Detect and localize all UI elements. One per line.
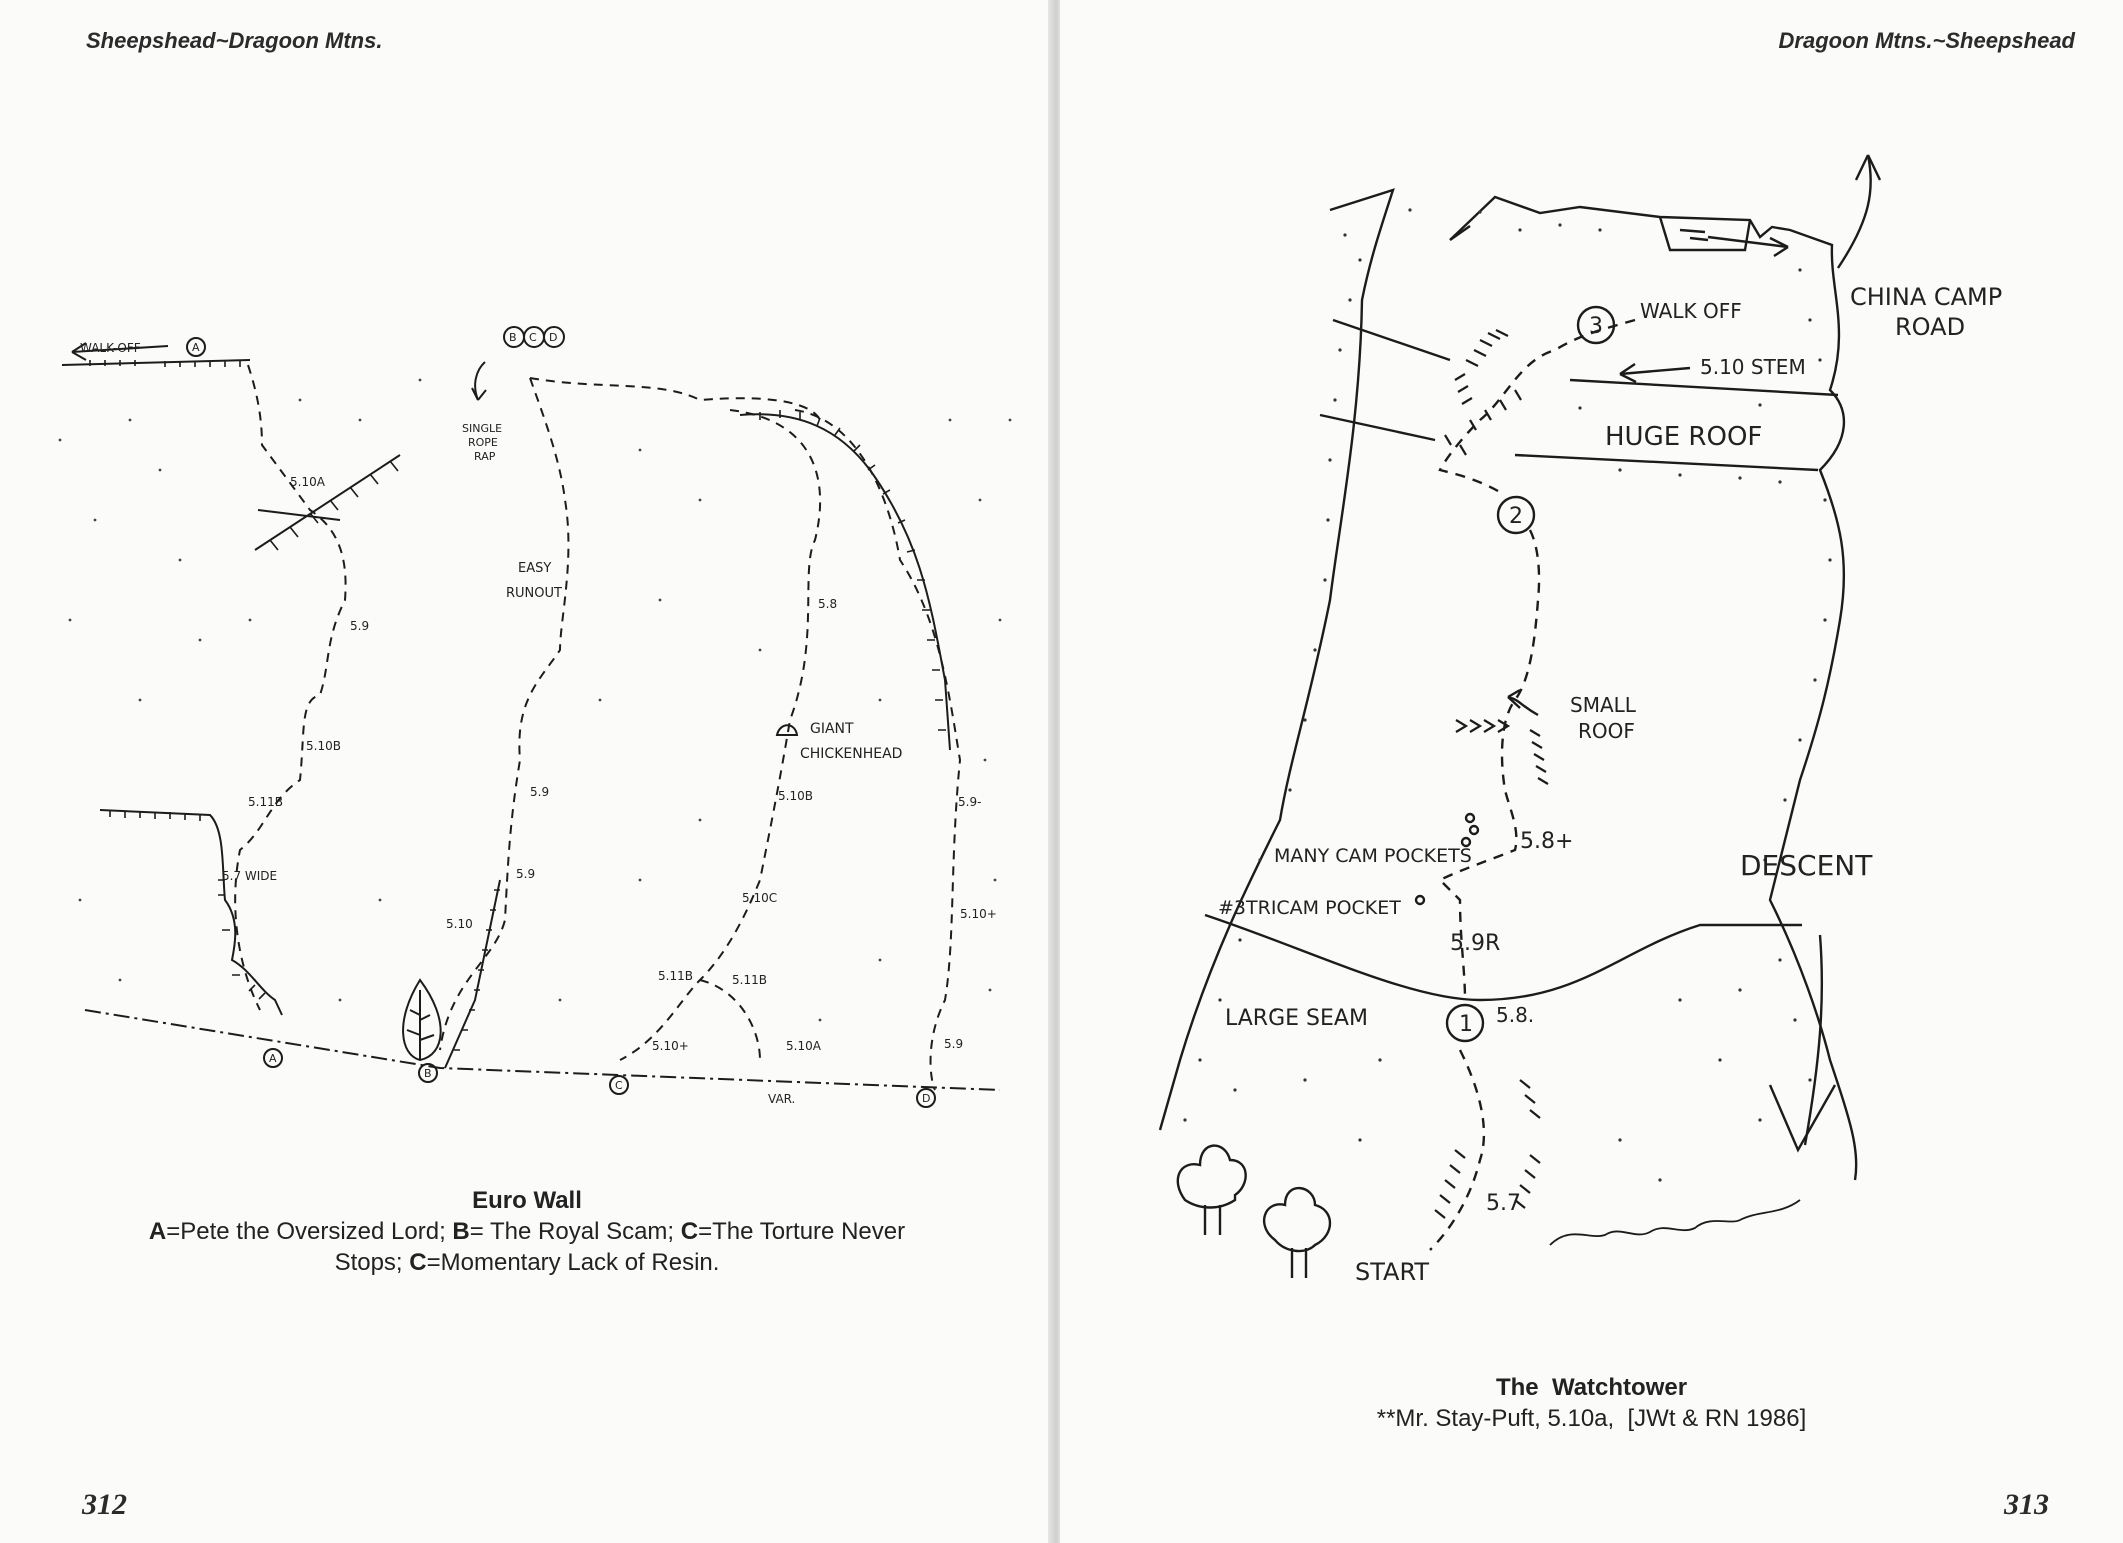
caption-title: Euro Wall: [472, 1187, 582, 1214]
grade-label: 5.10A: [786, 1039, 821, 1053]
rap-label-1: SINGLE: [462, 422, 503, 435]
left-page: [0, 0, 1054, 1543]
grade-label: 5.10B: [778, 789, 813, 803]
ledge-3: [1570, 380, 1838, 395]
giant-label: GIANT: [810, 721, 854, 737]
roof-label: ROOF: [1578, 719, 1635, 743]
grade-label: 5.10A: [290, 475, 325, 489]
start-d-label: D: [922, 1092, 931, 1105]
grade-label: 5.9: [530, 785, 550, 799]
chickenhead-label: CHICKENHEAD: [800, 746, 903, 762]
route-name: Stops;: [334, 1249, 410, 1276]
route-key: C: [680, 1218, 699, 1245]
corner-crack: [445, 880, 500, 1068]
left-page-number: 312: [82, 1488, 127, 1521]
right-running-header: Dragoon Mtns.~Sheepshead: [1778, 28, 2075, 53]
grade-label: 5.11B: [732, 973, 767, 987]
start-a-label: A: [269, 1052, 277, 1065]
route-b-path: [440, 378, 568, 1050]
tower-left-edge: [1160, 190, 1393, 1130]
walk-off-label: WALK-OFF: [80, 341, 141, 355]
marker-d-label: D: [549, 331, 558, 344]
bush-icon: [1264, 1188, 1330, 1278]
right-page: [1060, 0, 2123, 1543]
caption-line-2: [0, 1247, 1054, 1278]
left-running-header: Sheepshead~Dragoon Mtns.: [86, 28, 383, 53]
belay-1-label: 1: [1459, 1012, 1473, 1037]
grade-label: 5.9: [350, 619, 370, 633]
rap-label-2: ROPE: [468, 436, 498, 449]
large-seam-label: LARGE SEAM: [1225, 1006, 1368, 1031]
tricam-pocket-label: #3TRICAM POCKET: [1218, 897, 1401, 919]
watchtower-caption: [1060, 1372, 2123, 1434]
route-name: =Pete the Oversized Lord;: [166, 1218, 453, 1245]
roof-crack: [255, 455, 400, 550]
grade-label: 5.10B: [306, 739, 341, 753]
large-seam: [1205, 915, 1802, 1000]
grade-label: 5.11B: [658, 969, 693, 983]
grade-label: 5.9R: [1450, 931, 1501, 956]
grade-label: 5.7: [1486, 1191, 1521, 1216]
left-dihedral: [100, 810, 282, 1015]
route-name: =Momentary Lack of Resin.: [426, 1249, 720, 1276]
ground-line: [85, 1010, 1000, 1090]
grade-label: 5.9: [516, 867, 536, 881]
route-key: B: [452, 1218, 470, 1245]
euro-wall-caption: [0, 1185, 1054, 1278]
walk-off-label: WALK OFF: [1640, 299, 1742, 323]
grade-label: 5.8+: [1520, 829, 1574, 854]
rock-texture: [59, 379, 1012, 1022]
watchtower-topo: [1060, 0, 2123, 1300]
caption-subtitle: **Mr. Stay-Puft, 5.10a, [JWt & RN 1986]: [1376, 1405, 1807, 1432]
runout-label: RUNOUT: [506, 586, 562, 601]
route-name: = The Royal Scam;: [469, 1218, 681, 1245]
route-name: =The Torture Never: [698, 1218, 906, 1245]
ledge-1: [1333, 320, 1450, 360]
rap-label-3: RAP: [474, 450, 496, 463]
tree-icon: [403, 980, 441, 1060]
huge-roof-ledge: [1515, 455, 1818, 470]
china-camp-label: CHINA CAMP: [1850, 283, 2003, 311]
grade-label: 5.9-: [958, 795, 982, 809]
bush-icon: [1550, 1200, 1800, 1245]
grade-label: 5.10: [446, 917, 473, 931]
marker-b-label: B: [509, 331, 517, 344]
caption-line-1: [0, 1216, 1054, 1247]
start-c-label: C: [615, 1079, 623, 1092]
route-key: C: [409, 1249, 427, 1276]
grade-label: 5.11B: [248, 795, 283, 809]
huge-roof-label: HUGE ROOF: [1605, 422, 1763, 452]
marker-a-top-label: A: [192, 341, 200, 354]
grade-label: 5.8.: [1496, 1003, 1535, 1027]
road-label: ROAD: [1895, 313, 1966, 341]
euro-wall-topo: [0, 0, 1054, 1200]
road-arrow: [1838, 155, 1871, 268]
route-key: A: [148, 1218, 167, 1245]
right-page-number: 313: [2004, 1488, 2049, 1521]
var-label: VAR.: [768, 1092, 796, 1106]
stem-label: 5.10 STEM: [1700, 355, 1806, 379]
right-arete: [740, 414, 950, 750]
bush-icon: [1178, 1146, 1246, 1235]
easy-label: EASY: [518, 561, 552, 576]
belay-2-label: 2: [1509, 504, 1523, 529]
wide-label: 5.7 WIDE: [222, 869, 278, 883]
route-a-path: [235, 365, 345, 1010]
tower-right-edge: [1450, 197, 1856, 1180]
chickenhead-icon: [777, 725, 797, 735]
grade-label: 5.9: [944, 1037, 964, 1051]
marker-c-label: C: [529, 331, 537, 344]
grade-label: 5.10+: [960, 907, 997, 921]
ledge-2: [1320, 415, 1435, 440]
small-label: SMALL: [1570, 693, 1636, 717]
belay-3-label: 3: [1589, 314, 1603, 339]
start-b-label: B: [424, 1067, 432, 1080]
caption-title: The Watchtower: [1495, 1374, 1688, 1401]
descent-label: DESCENT: [1740, 849, 1873, 882]
cam-pockets-label: MANY CAM POCKETS: [1274, 845, 1472, 867]
grade-label: 5.8: [818, 597, 838, 611]
start-label: START: [1355, 1258, 1430, 1286]
grade-label: 5.10C: [742, 891, 778, 905]
grade-label: 5.10+: [652, 1039, 689, 1053]
